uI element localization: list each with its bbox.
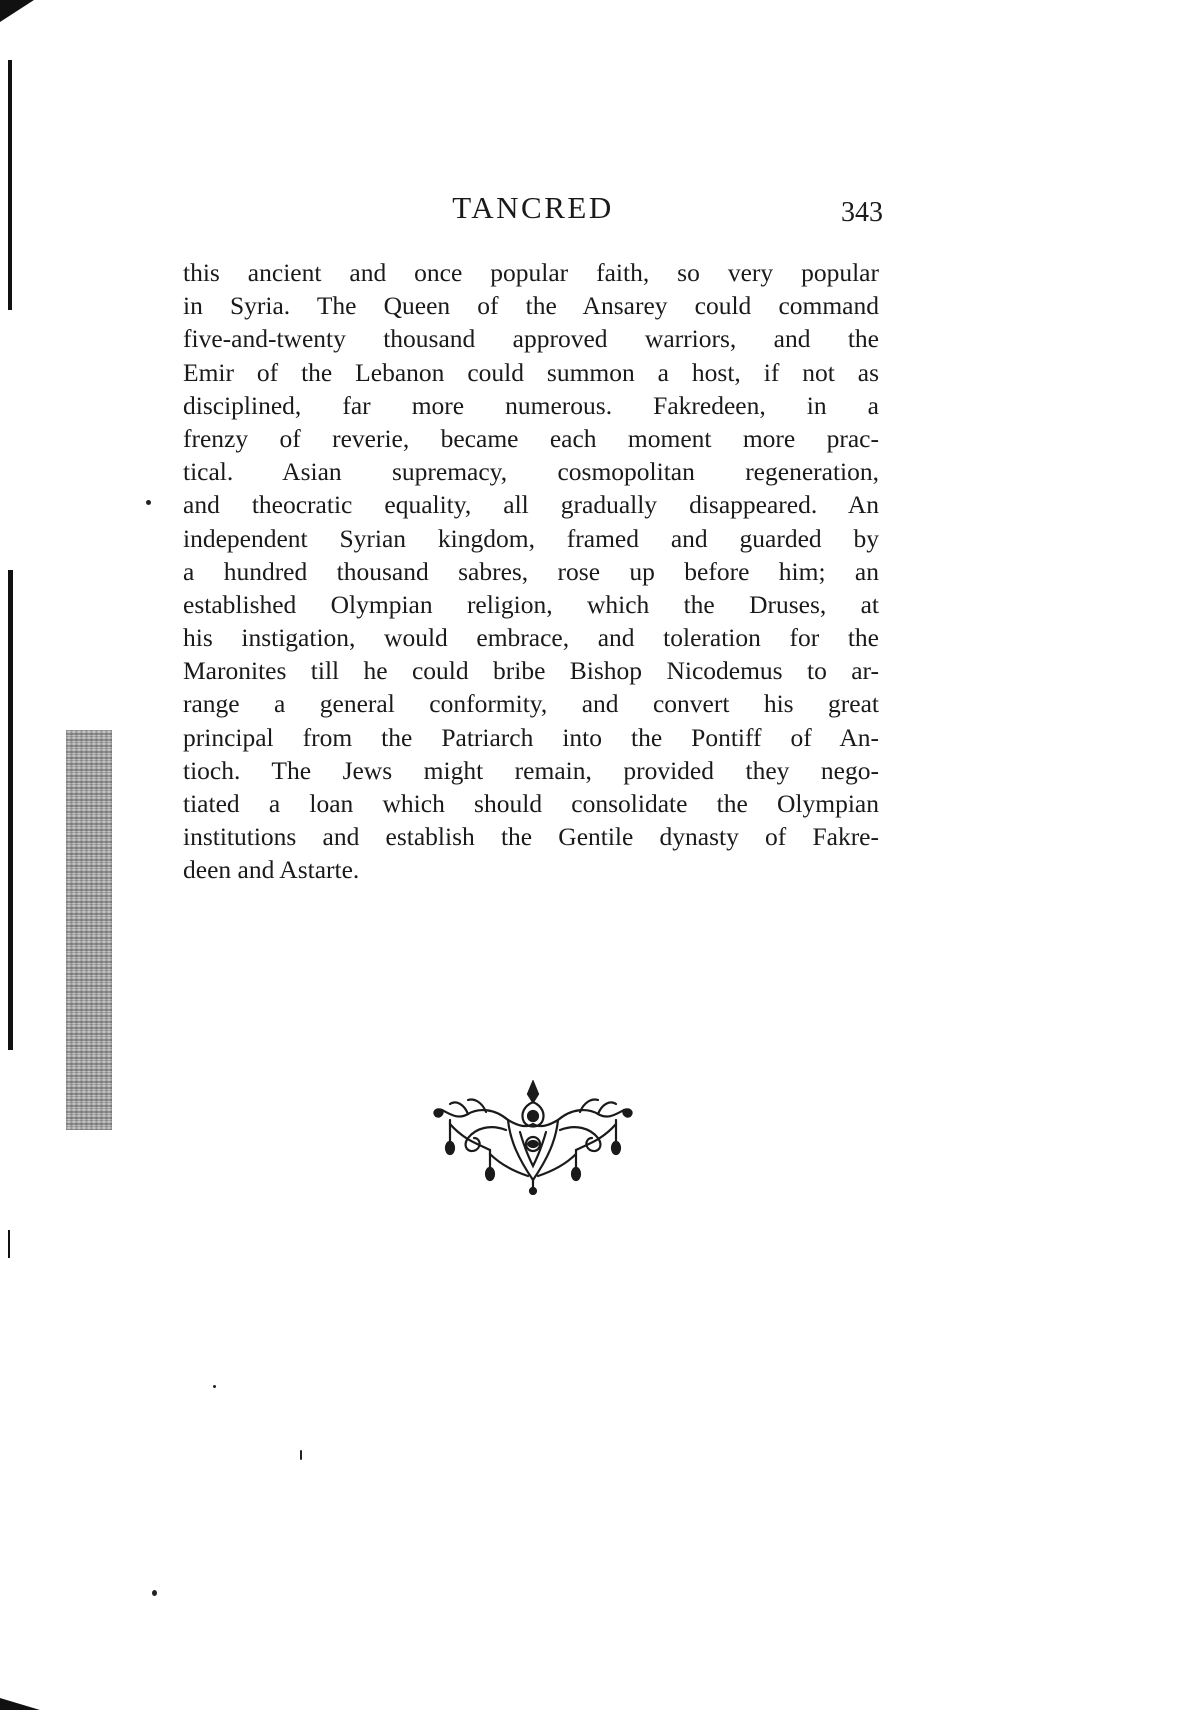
scan-edge-line (8, 570, 13, 1050)
text-line: tiated a loan which should consolidate the Olympian (183, 789, 879, 818)
speck (213, 1385, 216, 1388)
text-line: institutions and establish the Gentile dynasty of Fakre- (183, 822, 879, 852)
text-line: independent Syrian kingdom, framed and guarded by (183, 523, 879, 553)
text-line: range a general conformity, and convert his great (183, 689, 879, 719)
scan-edge-line (8, 1230, 10, 1258)
text-line: a hundred thousand sabres, rose up before him; an (183, 556, 879, 586)
tailpiece-ornament-icon (428, 1080, 638, 1195)
body-paragraph (183, 256, 879, 887)
text-line: Maronites till he could bribe Bishop Nicodemus to ar- (183, 656, 879, 686)
text-line: in Syria. The Queen of the Ansarey could command (183, 291, 879, 321)
book-title: TANCRED (452, 190, 614, 225)
scan-corner-mark (0, 0, 34, 22)
text-line: principal from the Patriarch into the Pontiff of An- (183, 722, 879, 752)
text-line: disciplined, far more numerous. Fakredeen, in a (183, 390, 879, 420)
text-line: tical. Asian supremacy, cosmopolitan regeneration, (183, 457, 879, 487)
text-line: tioch. The Jews might remain, provided they nego- (183, 755, 879, 785)
text-line: deen and Astarte. (183, 855, 360, 885)
running-head (183, 190, 883, 230)
text-line: frenzy of reverie, became each moment more prac- (183, 423, 879, 453)
text-line: established Olympian religion, which the Druses, at (183, 589, 879, 619)
scan-edge-line (8, 60, 12, 310)
text-line: this ancient and once popular faith, so very popular (183, 258, 879, 287)
text-line: and theocratic equality, all gradually disappeared. An (183, 490, 879, 520)
speck (152, 1590, 157, 1596)
text-line: Emir of the Lebanon could summon a host, if not as (183, 357, 879, 387)
page-number: 343 (841, 197, 883, 228)
scan-noise-strip (66, 730, 112, 1130)
text-line: his instigation, would embrace, and toleration for the (183, 623, 879, 653)
scan-corner-mark (0, 1698, 40, 1710)
speck (300, 1450, 302, 1460)
text-line: five-and-twenty thousand approved warriors, and the (183, 324, 879, 354)
speck (146, 500, 151, 505)
